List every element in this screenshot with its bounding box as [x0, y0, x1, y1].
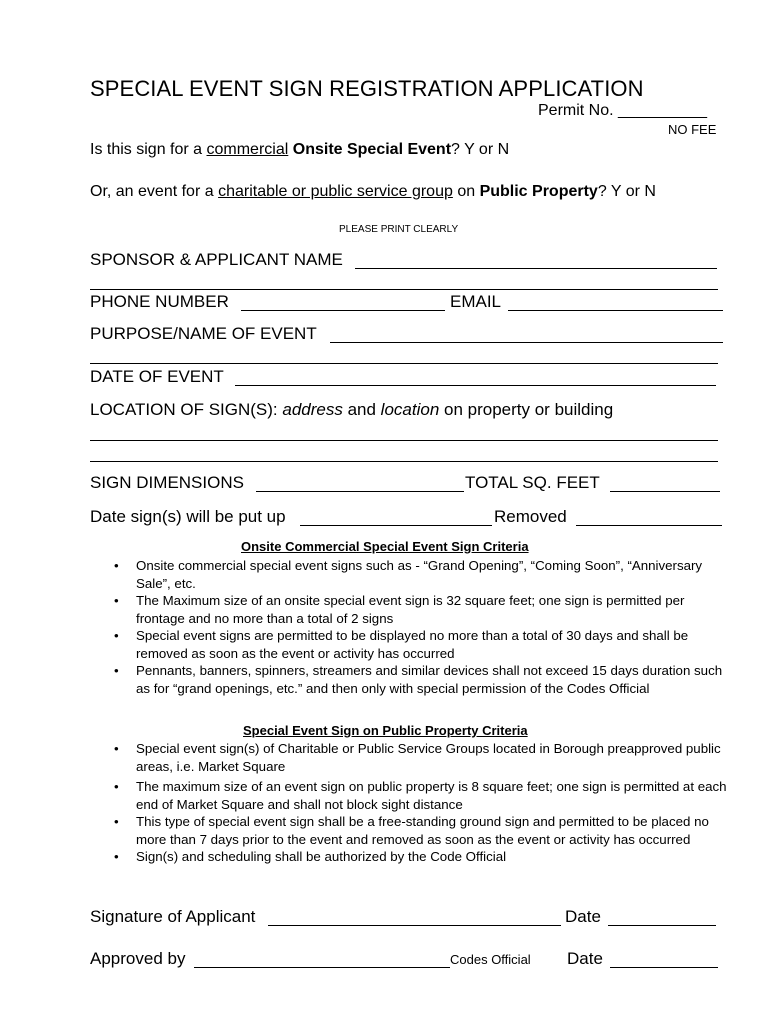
purpose-field-line-2[interactable] [90, 363, 718, 364]
q1-underlined: commercial [206, 141, 289, 158]
q2-underlined: charitable or public service group [218, 183, 453, 200]
date-put-up-field-line[interactable] [300, 525, 492, 526]
bullet: • [114, 558, 119, 573]
bullet: • [114, 741, 119, 756]
location-pre: LOCATION OF SIGN(S): [90, 400, 283, 419]
phone-field-line[interactable] [241, 310, 445, 311]
approved-by-label: Approved by [90, 949, 186, 968]
list-item [108, 662, 728, 697]
location-location: location [380, 400, 440, 419]
list-item [108, 557, 728, 592]
list-item [108, 813, 728, 848]
q1-pre: Is this sign for a [90, 141, 207, 158]
sign-dimensions-label: SIGN DIMENSIONS [90, 473, 244, 492]
signature-date-label: Date [565, 907, 601, 926]
removed-field-line[interactable] [576, 525, 722, 526]
approval-date-field-line[interactable] [610, 967, 718, 968]
criteria-text: Sign(s) and scheduling shall be authorized by the Code Official [136, 849, 507, 864]
list-item [108, 592, 728, 627]
codes-official-label: Codes Official [450, 952, 531, 967]
bullet: • [114, 849, 119, 864]
public-criteria-list [108, 740, 728, 866]
q2-bold: Public Property [479, 183, 598, 200]
list-item [108, 848, 728, 866]
location-and: and [342, 400, 381, 419]
location-field-line-2[interactable] [90, 461, 718, 462]
no-fee-note: NO FEE [668, 122, 717, 137]
bullet: • [114, 628, 119, 643]
bullet: • [114, 593, 119, 608]
print-clearly-notice: PLEASE PRINT CLEARLY [339, 224, 459, 235]
criteria-text: Special event sign(s) of Charitable or Public Service Groups located in Borough preapproved public areas, i.e. Market Square [136, 741, 721, 774]
question-commercial-onsite [90, 141, 509, 159]
public-criteria-heading: Special Event Sign on Public Property Criteria [243, 723, 528, 738]
criteria-text: This type of special event sign shall be a free-standing ground sign and permitted to be placed no more than 7 days prior to the event and removed as soon as the event or activity has occurred [136, 814, 709, 847]
question-public-property [90, 183, 656, 201]
signature-field-line[interactable] [268, 925, 561, 926]
criteria-text: The Maximum size of an onsite special event sign is 32 square feet; one sign is permitted per frontage and no more than a total of 2 signs [136, 593, 685, 626]
total-sq-feet-field-line[interactable] [610, 491, 720, 492]
criteria-text: Pennants, banners, spinners, streamers and similar devices shall not exceed 15 days duration such as for “grand openings, etc.” and then only with special permission of the Codes Official [136, 663, 723, 696]
page-title: SPECIAL EVENT SIGN REGISTRATION APPLICATION [90, 76, 644, 101]
sponsor-field-line[interactable] [355, 268, 717, 269]
q1-bold: Onsite Special Event [292, 141, 452, 158]
bullet: • [114, 663, 119, 678]
list-item [108, 627, 728, 662]
q2-pre: Or, an event for a [90, 183, 219, 200]
sign-dimensions-field-line[interactable] [256, 491, 464, 492]
list-item [108, 740, 728, 775]
location-address: address [282, 400, 343, 419]
sponsor-field-line-2[interactable] [90, 289, 718, 290]
signature-label: Signature of Applicant [90, 907, 256, 926]
permit-number-label: Permit No. __________ [538, 102, 707, 119]
onsite-criteria-list [108, 557, 728, 697]
list-item [108, 778, 728, 813]
criteria-text: Onsite commercial special event signs such as - “Grand Opening”, “Coming Soon”, “Anniversary Sale”, etc. [136, 558, 703, 591]
location-label [90, 400, 613, 420]
q1-post: ? Y or N [451, 141, 510, 158]
total-sq-feet-label: TOTAL SQ. FEET [465, 473, 600, 492]
bullet: • [114, 814, 119, 829]
sponsor-label: SPONSOR & APPLICANT NAME [90, 250, 343, 269]
q2-post: ? Y or N [597, 183, 656, 200]
approval-date-label: Date [567, 949, 603, 968]
date-of-event-field-line[interactable] [235, 385, 716, 386]
bullet: • [114, 779, 119, 794]
onsite-criteria-heading: Onsite Commercial Special Event Sign Criteria [241, 539, 529, 554]
location-post: on property or building [439, 400, 614, 419]
date-put-up-label: Date sign(s) will be put up [90, 507, 286, 526]
location-field-line-1[interactable] [90, 440, 718, 441]
q2-mid: on [452, 183, 480, 200]
email-field-line[interactable] [508, 310, 723, 311]
email-label: EMAIL [450, 292, 502, 311]
phone-label: PHONE NUMBER [90, 292, 229, 311]
criteria-text: The maximum size of an event sign on public property is 8 square feet; one sign is permitted at each end of Market Square and shall not block sight distance [136, 779, 727, 812]
criteria-text: Special event signs are permitted to be displayed no more than a total of 30 days and shall be removed as soon as the event or activity has occurred [136, 628, 689, 661]
signature-date-field-line[interactable] [608, 925, 716, 926]
approved-by-field-line[interactable] [194, 967, 450, 968]
purpose-label: PURPOSE/NAME OF EVENT [90, 324, 317, 343]
removed-label: Removed [494, 507, 567, 526]
date-of-event-label: DATE OF EVENT [90, 367, 224, 386]
purpose-field-line[interactable] [330, 342, 723, 343]
